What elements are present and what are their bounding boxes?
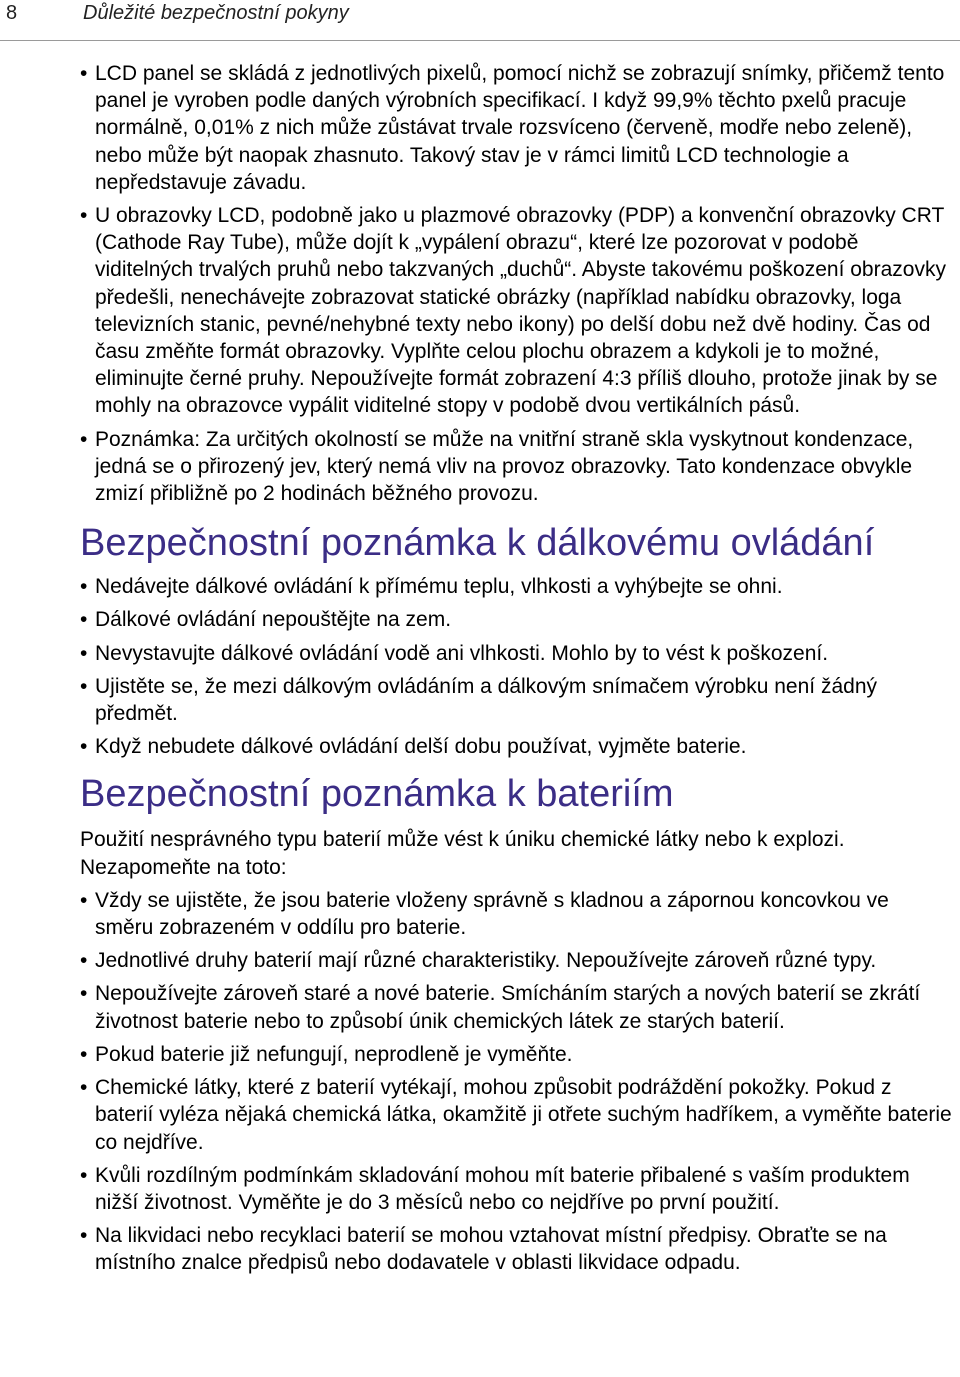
bullet-icon: • bbox=[80, 62, 88, 85]
bullet-icon: • bbox=[80, 1163, 88, 1187]
battery-section-heading: Bezpečnostní poznámka k bateriím bbox=[80, 773, 674, 816]
list-item bbox=[80, 1041, 952, 1068]
bullet-icon: • bbox=[80, 982, 88, 1006]
bullet-icon: • bbox=[80, 1224, 88, 1248]
list-item bbox=[80, 606, 952, 633]
battery-intro: Použití nesprávného typu baterií může vést k úniku chemické látky nebo k explozi. Nezapomeňte na toto: bbox=[80, 828, 845, 879]
page-header bbox=[0, 0, 960, 41]
bullet-icon: • bbox=[80, 888, 88, 912]
list-item bbox=[80, 202, 952, 420]
list-item bbox=[80, 887, 952, 941]
battery-notes-list bbox=[80, 887, 952, 1277]
list-item bbox=[80, 426, 952, 508]
remote-section-heading: Bezpečnostní poznámka k dálkovému ovládání bbox=[80, 522, 875, 565]
list-item bbox=[80, 1162, 952, 1216]
page-content bbox=[80, 60, 952, 1283]
list-item bbox=[80, 947, 952, 974]
list-item bbox=[80, 1222, 952, 1276]
list-item bbox=[80, 640, 952, 667]
bullet-icon: • bbox=[80, 735, 88, 759]
lcd-notes-list bbox=[80, 60, 952, 507]
bullet-icon: • bbox=[80, 575, 88, 599]
list-item bbox=[80, 980, 952, 1034]
bullet-icon: • bbox=[80, 427, 88, 451]
list-item bbox=[80, 60, 952, 196]
bullet-icon: • bbox=[80, 949, 88, 973]
list-item bbox=[80, 733, 952, 760]
list-item-text: U obrazovky LCD, podobně jako u plazmové obrazovky (PDP) a konvenční obrazovky CRT (Cathode Ray Tube), může dojít k „vypálení obrazu“, které lze pozorovat v podobě viditelných trvalých pruhů nebo takzvaných „duchů“. Abyste takovému poškození obrazovky předešli, nenechávejte zobrazovat statické obrázky (například nabídku obrazovky, loga televizních stanic, pevné/nehybné texty nebo ikony) po delší dobu než dvě hodiny. Čas od času změňte formát obrazovky. Vyplňte celou plochu obrazem a kdykoli je to možné, eliminujte černé pruhy. Nepoužívejte formát zobrazení 4:3 příliš dlouho, protože jinak by se mohly na obrazovce vypálit viditelné stopy v podobě dvou vertikálních pásů. bbox=[95, 204, 946, 418]
list-item-text: LCD panel se skládá z jednotlivých pixelů, pomocí nichž se zobrazují snímky, přičemž tento panel je vyroben podle daných výrobních specifikací. I když 99,9% těchto pxelů pracuje normálně, 0,01% z nich může zůstávat trvale rozsvíceno (červeně, modře nebo zeleně), nebo může být naopak zhasnuto. Takový stav je v rámci limitů LCD technologie a nepředstavuje závadu. bbox=[95, 62, 945, 194]
list-item-text: Pokud baterie již nefungují, neprodleně je vyměňte. bbox=[95, 1042, 573, 1066]
bullet-icon: • bbox=[80, 608, 88, 632]
bullet-icon: • bbox=[80, 1042, 88, 1066]
bullet-icon: • bbox=[80, 674, 88, 698]
list-item bbox=[80, 573, 952, 600]
list-item-text: Ujistěte se, že mezi dálkovým ovládáním a dálkovým snímačem výrobku není žádný předmět. bbox=[95, 674, 877, 726]
list-item-text: Jednotlivé druhy baterií mají různé charakteristiky. Nepoužívejte zároveň různé typy. bbox=[95, 949, 877, 973]
list-item-text: Dálkové ovládání nepouštějte na zem. bbox=[95, 608, 452, 632]
running-title: Důležité bezpečnostní pokyny bbox=[83, 2, 349, 24]
bullet-icon: • bbox=[80, 204, 88, 228]
list-item-text: Poznámka: Za určitých okolností se může na vnitřní straně skla vyskytnout kondenzace, jedná se o přirozený jev, který nemá vliv na provoz obrazovky. Tato kondenzace obvykle zmizí přibližně po 2 hodinách běžného provozu. bbox=[95, 427, 914, 506]
list-item-text: Nevystavujte dálkové ovládání vodě ani vlhkosti. Mohlo by to vést k poškození. bbox=[95, 641, 829, 665]
list-item-text: Nedávejte dálkové ovládání k přímému teplu, vlhkosti a vyhýbejte se ohni. bbox=[95, 575, 783, 599]
list-item bbox=[80, 673, 952, 727]
list-item-text: Když nebudete dálkové ovládání delší dobu používat, vyjměte baterie. bbox=[95, 735, 747, 759]
list-item-text: Na likvidaci nebo recyklaci baterií se mohou vztahovat místní předpisy. Obraťte se na místního znalce předpisů nebo dodavatele v oblasti likvidace odpadu. bbox=[95, 1224, 887, 1275]
list-item-text: Vždy se ujistěte, že jsou baterie vloženy správně s kladnou a zápornou koncovkou ve směru zobrazeném v oddílu pro baterie. bbox=[95, 888, 889, 940]
bullet-icon: • bbox=[80, 1076, 88, 1100]
header-divider bbox=[0, 40, 960, 41]
list-item bbox=[80, 1074, 952, 1156]
remote-notes-list bbox=[80, 573, 952, 760]
bullet-icon: • bbox=[80, 641, 88, 665]
list-item-text: Chemické látky, které z baterií vytékají, mohou způsobit podráždění pokožky. Pokud z baterií vyléza nějaká chemická látka, okamžitě ji otřete suchým hadříkem, a vyměňte baterie co nejdříve. bbox=[95, 1076, 952, 1154]
list-item-text: Nepoužívejte zároveň staré a nové baterie. Smícháním starých a nových baterií se zkrátí životnost baterie nebo to způsobí únik chemických látek ze starých baterií. bbox=[95, 982, 921, 1033]
list-item-text: Kvůli rozdílným podmínkám skladování mohou mít baterie přibalené s vaším produktem nižší životnost. Vyměňte je do 3 měsíců nebo co nejdříve po první použití. bbox=[95, 1163, 910, 1214]
page-number: 8 bbox=[6, 2, 18, 24]
